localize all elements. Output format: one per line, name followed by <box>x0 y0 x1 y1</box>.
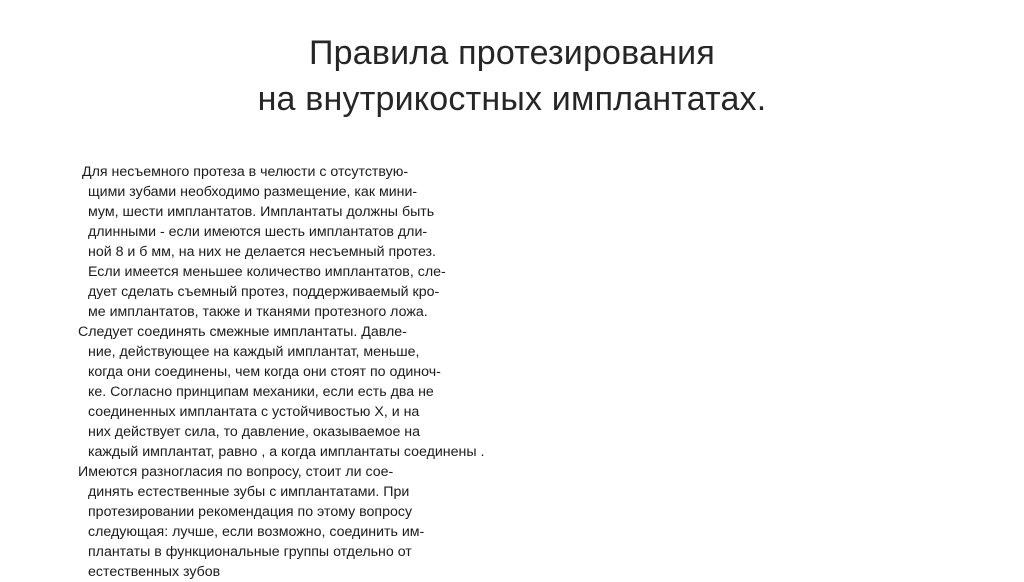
text-line: щими зубами необходимо размещение, как мини- <box>88 184 418 200</box>
text-line: них действует сила, то давление, оказываемое на <box>88 424 421 440</box>
text-line: протезировании рекомендация по этому вопросу <box>88 504 413 520</box>
text-line: Имеются разногласия по вопросу, стоит ли сое- <box>78 464 394 480</box>
slide-title <box>0 30 1024 122</box>
text-line: каждый имплантат, равно , а когда имплантаты соединены . <box>88 444 485 460</box>
paragraph-natural-teeth <box>62 462 622 582</box>
slide-title-line-1: Правила протезирования <box>309 34 715 72</box>
text-line: Следует соединять смежные имплантаты. Давле- <box>78 324 407 340</box>
text-line: Для несъемного протеза в челюсти с отсутствую- <box>82 164 409 180</box>
paragraph-implant-count <box>62 162 622 322</box>
text-line: плантаты в функциональные группы отдельно от <box>88 544 412 560</box>
text-line: мум, шести имплантатов. Имплантаты должны быть <box>88 204 435 220</box>
text-line: ке. Согласно принципам механики, если есть два не <box>88 384 434 400</box>
slide-title-line-2: на внутрикостных имплантатах. <box>257 80 767 118</box>
text-line: Если имеется меньшее количество имплантатов, сле- <box>88 264 446 280</box>
text-line: динять естественные зубы с имплантатами. При <box>88 484 410 500</box>
text-line: следующая: лучше, если возможно, соединить им- <box>88 524 425 540</box>
slide-body <box>62 162 622 582</box>
text-line: естественных зубов <box>88 564 221 580</box>
text-line: ме имплантатов, также и тканями протезного ложа. <box>88 304 428 320</box>
paragraph-splinting <box>62 322 622 462</box>
text-line: длинными - если имеются шесть имплантатов дли- <box>88 224 428 240</box>
text-line: ной 8 и б мм, на них не делается несъемный протез. <box>88 244 436 260</box>
text-line: дует сделать съемный протез, поддерживаемый кро- <box>88 284 440 300</box>
text-line: ние, действующее на каждый имплантат, меньше, <box>88 344 420 360</box>
text-line: соединенных имплантата с устойчивостью X, и на <box>88 404 420 420</box>
text-line: когда они соединены, чем когда они стоят по одиноч- <box>88 364 441 380</box>
